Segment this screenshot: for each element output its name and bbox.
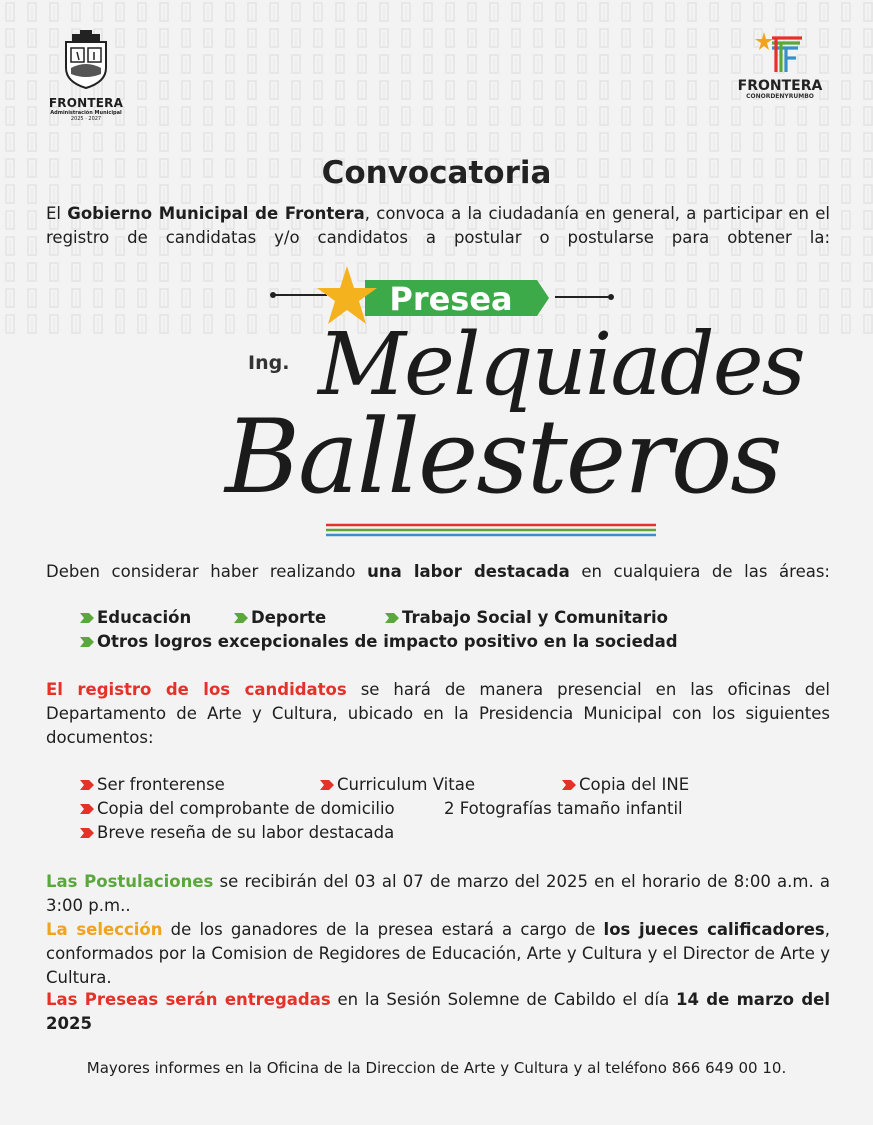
- award-name-line2: Ballesteros: [225, 398, 781, 517]
- presea-label: Presea: [389, 280, 513, 318]
- areas-text-a: Deben considerar haber realizando: [46, 562, 368, 581]
- list-item: Educación: [80, 606, 191, 630]
- areas-paragraph: [46, 560, 830, 584]
- list-item: Copia del comprobante de domicilio: [80, 797, 395, 821]
- postulaciones-text: se recibirán del 03 al 07 de marzo del 2025 en el horario de 8:00 a.m. a 3:00 p.m..: [46, 872, 830, 915]
- list-item: Copia del INE: [562, 773, 689, 797]
- arrow-icon: [80, 773, 94, 797]
- arrow-icon: [80, 797, 94, 821]
- page-title: Convocatoria: [321, 155, 552, 191]
- arrow-icon: [80, 630, 94, 654]
- footer-contact: Mayores informes en la Oficina de la Direccion de Arte y Cultura y al teléfono 866 649 00 10.: [86, 1059, 787, 1077]
- arrow-icon: [562, 773, 576, 797]
- logo-name: FRONTERA: [48, 96, 124, 110]
- arrow-icon: [234, 606, 248, 630]
- arrow-icon: [80, 606, 94, 630]
- logo-tagline: CONORDENYRUMBO: [746, 93, 814, 100]
- list-item: Otros logros excepcionales de impacto positivo en la sociedad: [80, 630, 678, 654]
- logo-years: 2025 · 2027: [70, 116, 102, 122]
- seleccion-paragraph: La selección de los ganadores de la presea estará a cargo de los jueces calificadores, conformados por la Comision de Regidores de Educación, Arte y Cultura y el Director de Arte y Cultura.: [46, 920, 830, 987]
- postulaciones-paragraph: [46, 870, 830, 918]
- frontera-mark-icon: [754, 30, 806, 74]
- entrega-paragraph: Las Preseas serán entregadas en la Sesión Solemne de Cabildo el día 14 de marzo del 2025: [46, 990, 830, 1033]
- list-item: Ser fronterense: [80, 773, 225, 797]
- intro-text-b: , convoca a la ciudadanía en general, a participar en el registro de candidatas y/o candidatos a postular o postularse para obtener la:: [46, 204, 830, 247]
- postulaciones-lead: Las Postulaciones: [46, 872, 214, 891]
- coat-of-arms-icon: [61, 30, 111, 90]
- logo-name: FRONTERA: [737, 78, 823, 94]
- arrow-icon: [385, 606, 399, 630]
- list-item: Trabajo Social y Comunitario: [385, 606, 668, 630]
- award-prefix: Ing.: [248, 352, 290, 374]
- intro-text-a: El: [46, 204, 68, 223]
- logo-subtitle: Administración Municipal: [50, 110, 122, 116]
- areas-text-c: en cualquiera de las áreas:: [569, 562, 830, 581]
- entrega-lead: Las Preseas serán entregadas: [46, 990, 331, 1009]
- entrega-date: 14 de marzo del 2025: [46, 990, 830, 1033]
- list-item: Curriculum Vitae: [320, 773, 475, 797]
- decorative-stripes: [326, 522, 656, 538]
- registro-lead: El registro de los candidatos: [46, 680, 347, 699]
- list-item: Breve reseña de su labor destacada: [80, 821, 394, 845]
- registro-paragraph: [46, 678, 830, 750]
- arrow-icon: [80, 821, 94, 845]
- registro-text: se hará de manera presencial en las oficinas del Departamento de Arte y Cultura, ubicado en la Presidencia Municipal con los siguientes documentos:: [46, 680, 830, 747]
- jueces: los jueces calificadores: [603, 920, 825, 939]
- seleccion-lead: La selección: [46, 920, 163, 939]
- arrow-icon: [320, 773, 334, 797]
- intro-paragraph: [46, 202, 830, 250]
- frontera-brand-logo: [724, 30, 836, 100]
- intro-org: Gobierno Municipal de Frontera: [67, 204, 365, 223]
- municipal-logo: [40, 30, 132, 122]
- list-item: 2 Fotografías tamaño infantil: [444, 799, 683, 818]
- award-name-line1: Melquiades: [318, 315, 804, 415]
- areas-text-b: una labor destacada: [367, 562, 570, 581]
- list-item: Deporte: [234, 606, 326, 630]
